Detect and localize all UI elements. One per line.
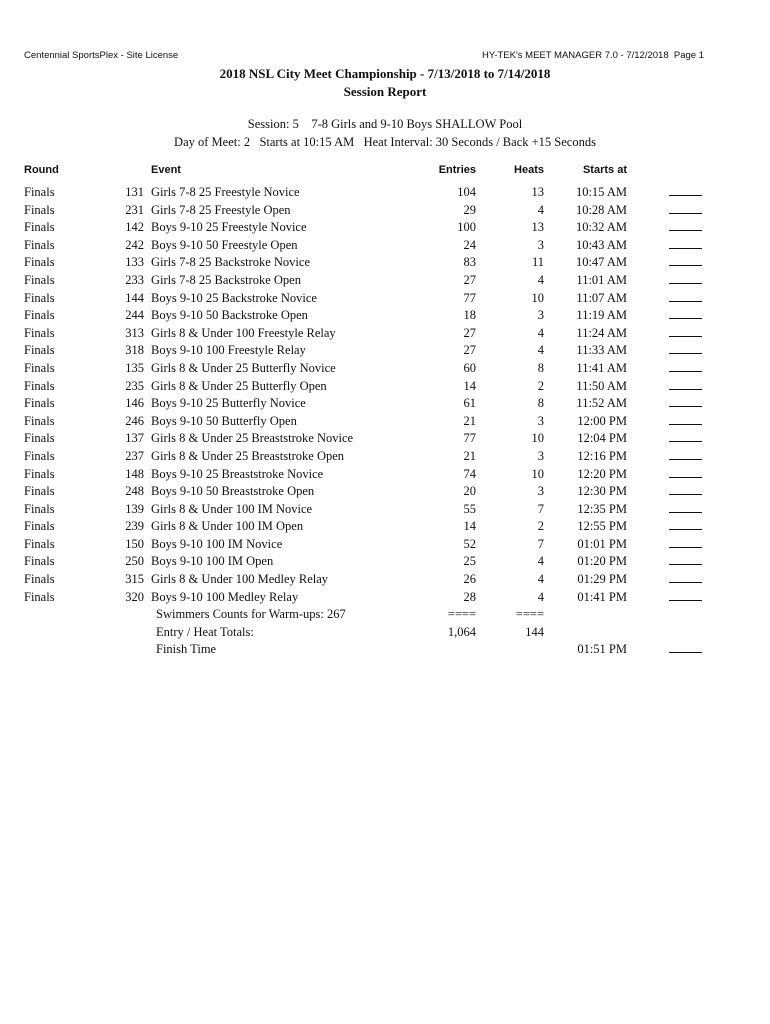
event-name-cell: Girls 8 & Under 100 Freestyle Relay: [151, 325, 336, 340]
heats-cell: 4: [537, 202, 544, 217]
entries-cell: 55: [463, 501, 476, 516]
event-name-cell: Girls 7-8 25 Freestyle Open: [151, 202, 291, 217]
check-line: [669, 308, 702, 319]
starts-at-cell: 11:52 AM: [576, 396, 627, 411]
session-table: [0, 185, 770, 660]
heats-cell: 2: [537, 378, 544, 393]
event-number-cell: 315: [125, 572, 144, 587]
table-row: [0, 449, 770, 467]
table-row: [0, 273, 770, 291]
heats-cell: 4: [537, 343, 544, 358]
event-number-cell: 144: [125, 290, 144, 305]
table-row: [0, 396, 770, 414]
check-line: [669, 449, 702, 460]
entries-cell: 28: [463, 589, 476, 604]
check-line: [669, 220, 702, 231]
check-line: [669, 343, 702, 354]
starts-at-cell: 12:30 PM: [577, 484, 627, 499]
check-line: [669, 590, 702, 601]
entries-cell: 18: [463, 308, 476, 323]
round-cell: Finals: [24, 536, 55, 551]
event-name-cell: Girls 8 & Under 100 IM Novice: [151, 501, 313, 516]
round-cell: Finals: [24, 237, 55, 252]
entries-cell: 29: [463, 202, 476, 217]
entries-cell: 27: [463, 325, 476, 340]
starts-at-cell: 12:16 PM: [577, 448, 627, 463]
event-name-cell: Boys 9-10 25 Backstroke Novice: [151, 290, 317, 305]
event-name-cell: Boys 9-10 50 Freestyle Open: [151, 237, 298, 252]
round-cell: Finals: [24, 431, 55, 446]
event-number-cell: 248: [125, 484, 144, 499]
table-row: [0, 291, 770, 309]
table-row: [0, 431, 770, 449]
starts-at-cell: 12:20 PM: [577, 466, 627, 481]
round-cell: Finals: [24, 501, 55, 516]
entries-cell: 52: [463, 536, 476, 551]
event-number-cell: 137: [125, 431, 144, 446]
entries-cell: 77: [463, 290, 476, 305]
heats-cell: 4: [537, 572, 544, 587]
heats-cell: 8: [537, 360, 544, 375]
check-line: [669, 185, 702, 196]
round-cell: Finals: [24, 448, 55, 463]
finish-time-value: 01:51 PM: [577, 642, 627, 657]
table-row: [0, 185, 770, 203]
day-of-meet-line: Day of Meet: 2 Starts at 10:15 AM Heat Interval: 30 Seconds / Back +15 Seconds: [174, 135, 596, 149]
event-name-cell: Girls 8 & Under 25 Breaststroke Novice: [151, 431, 354, 446]
check-line: [669, 537, 702, 548]
event-number-cell: 237: [125, 448, 144, 463]
table-row: [0, 238, 770, 256]
check-line: [669, 519, 702, 530]
event-name-cell: Girls 8 & Under 25 Breaststroke Open: [151, 448, 345, 463]
meet-title: 2018 NSL City Meet Championship - 7/13/2018 to 7/14/2018: [219, 66, 551, 81]
round-cell: Finals: [24, 272, 55, 287]
column-header-event: Event: [151, 164, 181, 176]
starts-at-cell: 11:33 AM: [576, 343, 627, 358]
check-line: [669, 431, 702, 442]
starts-at-cell: 01:29 PM: [577, 572, 627, 587]
round-cell: Finals: [24, 220, 55, 235]
check-line: [669, 554, 702, 565]
totals-label: Entry / Heat Totals:: [156, 624, 254, 639]
event-number-cell: 250: [125, 554, 144, 569]
finish-time-row: [0, 642, 770, 660]
entries-cell: 14: [463, 378, 476, 393]
heats-cell: 4: [537, 589, 544, 604]
entries-cell: 104: [457, 185, 476, 199]
entries-cell: 61: [463, 396, 476, 411]
check-line: [669, 326, 702, 337]
event-name-cell: Boys 9-10 100 IM Novice: [151, 536, 283, 551]
entries-cell: 14: [463, 519, 476, 534]
heats-cell: 11: [531, 255, 544, 270]
event-number-cell: 318: [125, 343, 144, 358]
table-row: [0, 519, 770, 537]
starts-at-cell: 11:41 AM: [576, 360, 627, 375]
check-line: [669, 642, 702, 653]
heats-cell: 10: [531, 431, 544, 446]
heats-cell: 13: [531, 185, 544, 199]
starts-at-cell: 11:01 AM: [576, 272, 627, 287]
starts-at-cell: 11:24 AM: [576, 325, 627, 340]
entries-cell: 20: [463, 484, 476, 499]
event-name-cell: Boys 9-10 50 Butterfly Open: [151, 413, 297, 428]
heats-cell: 3: [537, 237, 544, 252]
event-name-cell: Boys 9-10 100 IM Open: [151, 554, 274, 569]
starts-at-cell: 12:35 PM: [577, 501, 627, 516]
event-number-cell: 320: [125, 589, 144, 604]
event-number-cell: 142: [125, 220, 144, 235]
total-heats: 144: [525, 624, 544, 639]
event-number-cell: 135: [125, 360, 144, 375]
starts-at-cell: 12:55 PM: [577, 519, 627, 534]
starts-at-cell: 01:41 PM: [577, 589, 627, 604]
table-row: [0, 572, 770, 590]
entries-cell: 25: [463, 554, 476, 569]
total-entries: 1,064: [447, 624, 476, 639]
table-row: [0, 203, 770, 221]
event-number-cell: 313: [125, 325, 144, 340]
entries-cell: 26: [463, 572, 476, 587]
event-name-cell: Girls 8 & Under 25 Butterfly Novice: [151, 360, 336, 375]
session-line: Session: 5 7-8 Girls and 9-10 Boys SHALLOW Pool: [247, 117, 523, 131]
round-cell: Finals: [24, 378, 55, 393]
table-row: [0, 379, 770, 397]
starts-at-cell: 11:50 AM: [576, 378, 627, 393]
column-header-round: Round: [24, 164, 59, 176]
warmup-count-row: [0, 607, 770, 625]
check-line: [669, 361, 702, 372]
check-line: [669, 414, 702, 425]
heats-separator: ====: [515, 607, 544, 622]
entries-cell: 21: [463, 448, 476, 463]
event-number-cell: 235: [125, 378, 144, 393]
warmup-count-label: Swimmers Counts for Warm-ups: 267: [156, 607, 346, 622]
round-cell: Finals: [24, 308, 55, 323]
table-row: [0, 308, 770, 326]
check-line: [669, 379, 702, 390]
heats-cell: 10: [531, 466, 544, 481]
entries-cell: 21: [463, 413, 476, 428]
check-line: [669, 273, 702, 284]
table-row: [0, 484, 770, 502]
round-cell: Finals: [24, 589, 55, 604]
table-row: [0, 590, 770, 608]
event-name-cell: Boys 9-10 100 Freestyle Relay: [151, 343, 306, 358]
heats-cell: 7: [537, 501, 544, 516]
column-header-heats: Heats: [514, 164, 544, 176]
round-cell: Finals: [24, 325, 55, 340]
event-name-cell: Girls 8 & Under 100 Medley Relay: [151, 572, 329, 587]
round-cell: Finals: [24, 519, 55, 534]
check-line: [669, 467, 702, 478]
heats-cell: 4: [537, 554, 544, 569]
table-row: [0, 361, 770, 379]
round-cell: Finals: [24, 290, 55, 305]
starts-at-cell: 01:20 PM: [577, 554, 627, 569]
round-cell: Finals: [24, 413, 55, 428]
round-cell: Finals: [24, 360, 55, 375]
check-line: [669, 484, 702, 495]
event-number-cell: 148: [125, 466, 144, 481]
table-row: [0, 414, 770, 432]
entries-cell: 77: [463, 431, 476, 446]
heats-cell: 3: [537, 448, 544, 463]
check-line: [669, 502, 702, 513]
check-line: [669, 203, 702, 214]
event-name-cell: Girls 8 & Under 25 Butterfly Open: [151, 378, 327, 393]
entries-separator: ====: [447, 607, 476, 622]
table-row: [0, 502, 770, 520]
entries-cell: 27: [463, 343, 476, 358]
heats-cell: 7: [537, 536, 544, 551]
heats-cell: 3: [537, 308, 544, 323]
site-license-header: Centennial SportsPlex - Site License: [24, 50, 179, 61]
check-line: [669, 238, 702, 249]
check-line: [669, 291, 702, 302]
entries-cell: 100: [457, 220, 476, 235]
starts-at-cell: 10:43 AM: [575, 237, 627, 252]
round-cell: Finals: [24, 202, 55, 217]
event-name-cell: Boys 9-10 100 Medley Relay: [151, 589, 299, 604]
event-number-cell: 242: [125, 237, 144, 252]
table-row: [0, 467, 770, 485]
entries-cell: 74: [463, 466, 476, 481]
entries-cell: 83: [463, 255, 476, 270]
event-name-cell: Boys 9-10 25 Breaststroke Novice: [151, 466, 324, 481]
round-cell: Finals: [24, 466, 55, 481]
finish-time-label: Finish Time: [156, 642, 217, 657]
heats-cell: 3: [537, 413, 544, 428]
check-line: [669, 572, 702, 583]
round-cell: Finals: [24, 343, 55, 358]
starts-at-cell: 12:04 PM: [577, 431, 627, 446]
event-number-cell: 233: [125, 272, 144, 287]
event-name-cell: Boys 9-10 50 Breaststroke Open: [151, 484, 315, 499]
event-name-cell: Girls 7-8 25 Backstroke Open: [151, 272, 301, 287]
event-number-cell: 146: [125, 396, 144, 411]
heats-cell: 13: [531, 220, 544, 235]
starts-at-cell: 12:00 PM: [577, 413, 627, 428]
event-number-cell: 231: [125, 202, 144, 217]
round-cell: Finals: [24, 396, 55, 411]
starts-at-cell: 11:07 AM: [576, 290, 627, 305]
event-name-cell: Girls 7-8 25 Freestyle Novice: [151, 185, 300, 199]
event-number-cell: 244: [125, 308, 144, 323]
round-cell: Finals: [24, 572, 55, 587]
starts-at-cell: 01:01 PM: [577, 536, 627, 551]
event-name-cell: Girls 8 & Under 100 IM Open: [151, 519, 304, 534]
event-number-cell: 139: [125, 501, 144, 516]
round-cell: Finals: [24, 255, 55, 270]
column-header-starts-at: Starts at: [582, 164, 627, 176]
starts-at-cell: 10:32 AM: [575, 220, 627, 235]
table-row: [0, 343, 770, 361]
event-name-cell: Boys 9-10 50 Backstroke Open: [151, 308, 308, 323]
event-number-cell: 133: [125, 255, 144, 270]
starts-at-cell: 10:15 AM: [575, 185, 627, 199]
heats-cell: 10: [531, 290, 544, 305]
heats-cell: 4: [537, 272, 544, 287]
table-row: [0, 537, 770, 555]
table-row: [0, 554, 770, 572]
table-row: [0, 326, 770, 344]
starts-at-cell: 10:47 AM: [575, 255, 627, 270]
entries-cell: 60: [463, 360, 476, 375]
software-version-header: HY-TEK's MEET MANAGER 7.0 - 7/12/2018 Page 1: [482, 50, 704, 61]
event-number-cell: 150: [125, 536, 144, 551]
entries-cell: 24: [463, 237, 476, 252]
heats-cell: 4: [537, 325, 544, 340]
event-name-cell: Girls 7-8 25 Backstroke Novice: [151, 255, 310, 270]
table-row: [0, 255, 770, 273]
entries-cell: 27: [463, 272, 476, 287]
report-subtitle: Session Report: [343, 84, 427, 99]
round-cell: Finals: [24, 554, 55, 569]
starts-at-cell: 11:19 AM: [576, 308, 627, 323]
heats-cell: 2: [537, 519, 544, 534]
table-row: [0, 220, 770, 238]
heats-cell: 8: [537, 396, 544, 411]
check-line: [669, 396, 702, 407]
starts-at-cell: 10:28 AM: [575, 202, 627, 217]
round-cell: Finals: [24, 185, 55, 199]
column-header-entries: Entries: [438, 164, 476, 176]
totals-row: [0, 625, 770, 643]
heats-cell: 3: [537, 484, 544, 499]
event-number-cell: 239: [125, 519, 144, 534]
event-name-cell: Boys 9-10 25 Freestyle Novice: [151, 220, 307, 235]
event-number-cell: 131: [125, 185, 144, 199]
round-cell: Finals: [24, 484, 55, 499]
event-number-cell: 246: [125, 413, 144, 428]
event-name-cell: Boys 9-10 25 Butterfly Novice: [151, 396, 306, 411]
check-line: [669, 255, 702, 266]
